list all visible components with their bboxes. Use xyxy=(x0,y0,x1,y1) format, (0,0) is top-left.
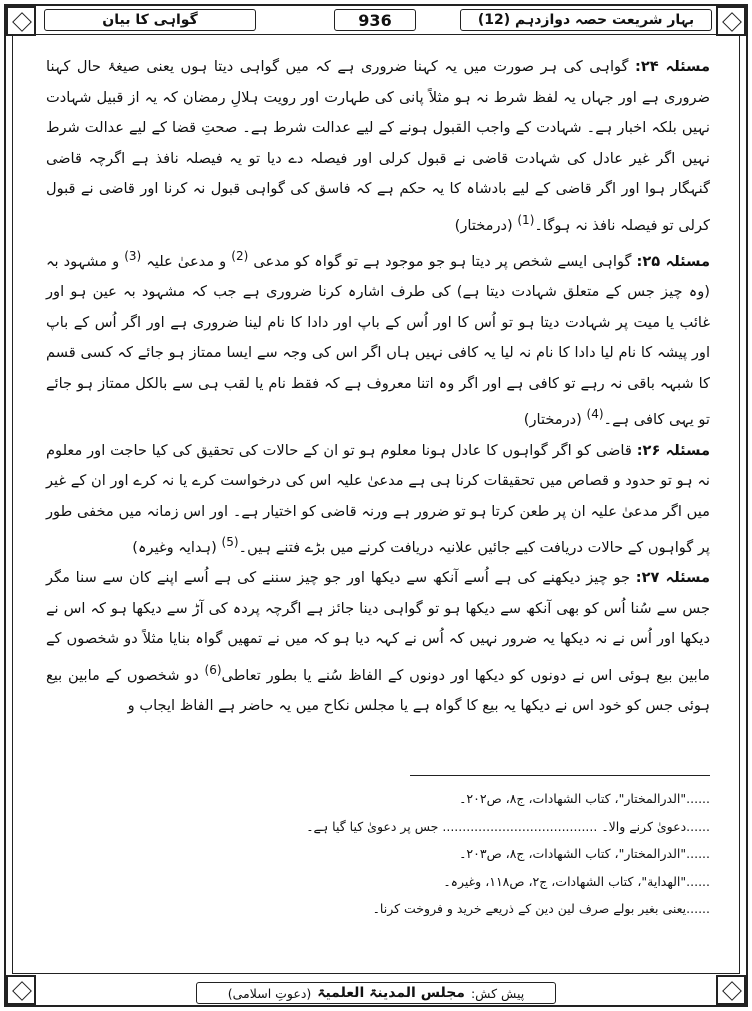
chapter-title: گواہی کا بیان xyxy=(44,9,256,31)
footer-org: مجلس المدینۃ العلمیۃ xyxy=(317,985,465,1001)
masala-text: و مدعیٰ علیہ xyxy=(141,252,232,270)
masala-26 xyxy=(46,436,710,564)
footnote-ref: (6) xyxy=(204,662,222,677)
masala-text: جو چیز دیکھنے کی ہے اُسے آنکھ سے دیکھا اور جو چیز سننے کی ہے اُسے اپنے کان سے سنا مگر جس سے سُنا اُس کو بھی آنکھ سے دیکھا ہو تو گواہی دینا جائز ہے اگرچہ پردہ کی آڑ سے دیکھا ہو کہ اس نے دیکھا اور اُس نے نہ دیکھا یہ ضرور نہیں کہ اُس نے کہہ دیا ہو کہ میں نے تمھیں گواہ بنایا مثلاً دو شخصوں کے مابین بیع ہوئی اس نے دونوں کو دیکھا اور دونوں کے الفاظ سُنے یا بطور تعاطی xyxy=(46,569,711,684)
footnote-divider xyxy=(410,775,710,776)
footnote-ref: (4) xyxy=(586,407,604,422)
citation: (درمختار) xyxy=(454,216,513,234)
masala-text: قاضی کو اگر گواہوں کا عادل ہونا معلوم ہو تو ان کے حالات کی تحقیق کی کیا حاجت اور معلوم نہ ہو تو حدود و قصاص میں تحقیقات کرنا ہی ہے مدعیٰ علیہ اس کی درخواست کرے یا نہ کرے اور ان کے غیر میں اگر مدعیٰ علیہ ان پر طعن کرتا ہو تو ضرور ہے ورنہ قاضی کو اختیار ہے۔ اور اس زمانہ میں مخفی طور پر گواہوں کے حالات دریافت کیے جائیں علانیہ دریافت کرنے میں بڑے فتنے ہیں۔ xyxy=(46,441,710,556)
masala-label: مسئلہ ۲۵: xyxy=(636,252,711,270)
book-title: بہار شریعت حصہ دوازدہم (12) xyxy=(460,9,712,31)
masala-25 xyxy=(46,241,710,436)
citation: (درمختار) xyxy=(523,411,582,429)
corner-ornament-top-left xyxy=(6,6,36,36)
footnote-item: ......"الدرالمختار"، کتاب الشهادات، ج۸، ص۲۰۲۔ xyxy=(459,791,710,806)
corner-ornament-bottom-right xyxy=(716,975,746,1005)
masala-24 xyxy=(46,52,710,241)
page-number: 936 xyxy=(334,9,416,31)
footnote-item: ......دعویٰ کرنے والا۔ ....................................... جس پر دعویٰ کیا گیا ہے۔ xyxy=(306,818,710,834)
footnotes xyxy=(200,785,710,923)
masala-27 xyxy=(46,563,710,721)
citation: (ہدایہ وغیرہ) xyxy=(132,538,217,556)
publisher-footer xyxy=(196,982,556,1004)
masala-text: گواہی کی ہر صورت میں یہ کہنا ضروری ہے کہ میں گواہی دیتا ہوں یعنی صیغۂ حال کہنا ضروری ہے اور جہاں یہ لفظ شرط نہ ہو مثلاً پانی کی طہارت اور رویت ہلالِ رمضان کہ یہ از قبیل شہادت نہیں بلکہ اخبار ہے۔ شہادت کے واجب القبول ہونے کے لیے عدالت شرط ہے۔ صحتِ قضا کے لیے عدالت شرط نہیں اگر غیر عادل کی شہادت قاضی نے قبول کرلی اور فیصلہ دے دیا تو یہ فیصلہ نافذ ہے اگرچہ قاضی گنہگار ہوا اور اگر قاضی کے لیے بادشاہ کا یہ حکم ہے کہ فاسق کی گواہی قبول نہ کرنا اور قاضی نے قبول کرلی تو فیصلہ نافذ نہ ہوگا۔ xyxy=(46,58,710,234)
footer-prefix: پیش کش: xyxy=(470,985,525,1001)
masala-text: دو شخصوں کے مابین بیع ہوئی جس کو خود اس نے دیکھا یہ بیع کا گواہ ہے یا مجلس نکاح میں یہ حاضر ہے الفاظ ایجاب و xyxy=(46,666,710,715)
footnote-ref: (5) xyxy=(221,535,239,550)
masala-text: و مشہود بہ (وہ چیز جس کے متعلق شہادت دیتا ہے) کی طرف اشارہ کرنا ضروری ہے جب کہ مشہود بہ عین ہو اور غائب یا میت پر شہادت دیتا ہو تو اُس کا اور اُس کے باپ اور دادا کا نام لینا ضروری ہے اور اگر اُس کے باپ اور پیشہ کا نام لیا دادا کا نام نہ لیا یہ کافی نہیں ہاں اگر اس کی وجہ سے ایسا ممتاز ہو جائے کہ کسی قسم کا شبہہ باقی نہ رہے تو کافی ہے اور اگر وہ اتنا معروف ہے کہ فقط نام یا لقب ہی سے بالکل ممتاز ہو جائے تو یہی کافی ہے۔ xyxy=(46,252,710,429)
footnote-item: ......یعنی بغیر بولے صرف لین دین کے ذریعے خرید و فروخت کرنا۔ xyxy=(372,901,710,916)
corner-ornament-bottom-left xyxy=(6,975,36,1005)
footnote-ref: (3) xyxy=(124,248,142,263)
masala-text: گواہی ایسے شخص پر دیتا ہو جو موجود ہے تو گواہ کو مدعی xyxy=(248,252,637,270)
masala-label: مسئلہ ۲۴: xyxy=(635,58,711,75)
footnote-ref: (2) xyxy=(231,248,249,263)
page-body xyxy=(46,52,710,722)
footnote-ref: (1) xyxy=(517,212,535,227)
footnote-item: ......"الهداية"، کتاب الشهادات، ج۲، ص۱۱۸، وغیرہ۔ xyxy=(443,873,710,889)
corner-ornament-top-right xyxy=(716,6,746,36)
masala-label: مسئلہ ۲۶: xyxy=(636,441,711,459)
footnote-item: ......"الدرالمختار"، کتاب الشهادات، ج۸، ص۲۰۳۔ xyxy=(459,846,710,861)
footer-suffix: (دعوتِ اسلامی) xyxy=(227,985,312,1001)
masala-label: مسئلہ ۲۷: xyxy=(635,569,711,587)
